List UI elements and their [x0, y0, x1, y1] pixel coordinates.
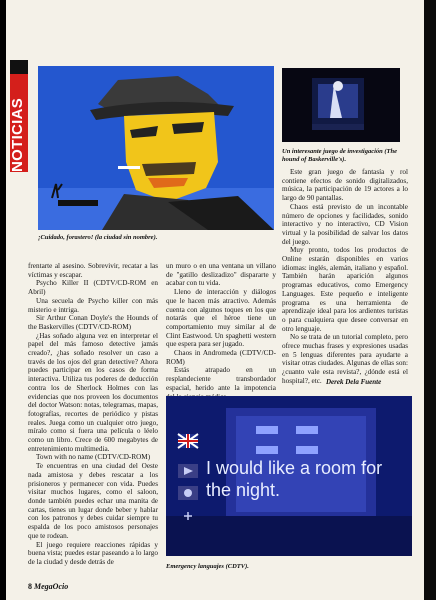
- author-signature: Derek Dela Fuente: [326, 378, 382, 386]
- magazine-page: [6, 0, 424, 600]
- emergency-caption: Emergency languajes (CDTV).: [166, 563, 249, 570]
- paragraph: ¿Has soñado alguna vez en interpretar el papel del más famoso detective jamás creado?, ¿has soñado resolver un caso a través de los ojos del gran detective? Ahora puedes participar en los casos de forma interactiva. Utiliza tus poderes de deducción contra los de Sherlock Holmes con las evidencias que nos proveen los documentos del doctor Watson: notas, telegramas, mapas, fotografías, recortes de periódico y pistas reales. Juega como un cualquier otro juego, míralo como si fuera una película o léelo como un libro. Crece de 600 megabytes de entretenimiento multimedia.: [28, 331, 158, 453]
- section-label: NOTICIAS: [9, 97, 26, 172]
- cowboy-caption: ¡Cuidado, forastero! (la ciudad sin nombre).: [38, 234, 158, 241]
- paragraph: Muy pronto, todos los productos de Online estarán disponibles en varios idiomas: inglés, alemán, italiano y español. También harán aparición algunos programas educativos, como Emergency Languages. Este pequeño e inteligente programa es una herramienta de aprendizaje ideal para los ardientes turistas o para cualquiera que desee conversar en otro lenguaje.: [282, 246, 408, 333]
- page-footer: [28, 582, 68, 591]
- paragraph: Una secuela de Psycho killer con más misterio e intriga.: [28, 296, 158, 314]
- subheading: Sir Arthur Conan Doyle's the Hounds of the Baskervilles (CDTV/CD-ROM): [28, 314, 158, 331]
- phrase-line-1: I would like a room for: [206, 458, 383, 478]
- paragraph: El juego requiere reacciones rápidas y buena vista; puedes estar paseando a lo largo de la ciudad y desde detrás de: [28, 540, 158, 566]
- subheading: Psycho Killer II (CDTV/CD-ROM en Abril): [28, 279, 158, 297]
- section-tab-marker: [10, 60, 28, 74]
- page-edge: [424, 0, 436, 600]
- page-number: 8: [28, 582, 32, 591]
- paragraph: Chaos está previsto de un incontable número de opciones y facilidades, sonido interactivo y no interactivo, CD Vision virtual y la posibilidad de salvar los datos del juego.: [282, 202, 408, 246]
- paragraph: Estás atrapado en un resplandeciente transbordador espacial, herido ante la impotencia: [166, 366, 276, 392]
- magazine-brand: MegaOcio: [34, 582, 69, 591]
- left-column: [28, 262, 158, 567]
- emergency-languages-screenshot: [166, 396, 412, 556]
- paragraph: Te encuentras en una ciudad del Oeste nada amistosa y debes rescatar a los prisioneros y permanecer con vida. Puedes visitar muchos lugares, como el saloon, donde también puedes echar una manita de cartas, tienes un lugar donde beber y hablar con los patronos y debes cuidar siempre tu espalda de los poco amistosos personajes que te rodean.: [28, 462, 158, 540]
- subheading: Town with no name (CDTV/CD-ROM): [36, 453, 151, 462]
- baskerville-image: [282, 68, 400, 142]
- paragraph: un muro o en una ventana un villano de "gatillo deslizadizo" dispararte y acabar con tu vida.: [166, 262, 276, 288]
- paragraph: No se trata de un tutorial completo, pero ofrece muchas frases y expresiones usadas en 5 lenguas diferentes para ayudarte a visitar otras ciudades. Algunas de ellas son: ¿cuanto vale esta revista?, ¿dónde está el hospital?, etc.: [282, 333, 408, 385]
- cowboy-illustration: [38, 66, 274, 230]
- subheading: Chaos in Andromeda (CDTV/CD-ROM): [166, 349, 276, 366]
- paragraph: Lleno de interacción y diálogos que le hacen más atractivo. Además cuenta con algunos toques en los que notarás que el héroe tiene un comportamiento muy similar al de Clint Eastwood. Un spaghetti western que espera para ser jugado.: [166, 288, 276, 349]
- baskerville-caption: Un interesante juego de investigación (The hound of Baskerville's).: [282, 148, 398, 163]
- paragraph: Este gran juego de fantasía y rol contiene efectos de sonido digitalizados, música, la participación de 19 actores a lo largo de 90 pantallas.: [282, 168, 408, 203]
- middle-column: [166, 262, 276, 401]
- paragraph: frentarte al asesino. Sobrevivir, recatar a las víctimas y escapar.: [28, 262, 158, 279]
- right-column-top: [282, 168, 408, 386]
- phrase-line-2: the night.: [206, 480, 281, 500]
